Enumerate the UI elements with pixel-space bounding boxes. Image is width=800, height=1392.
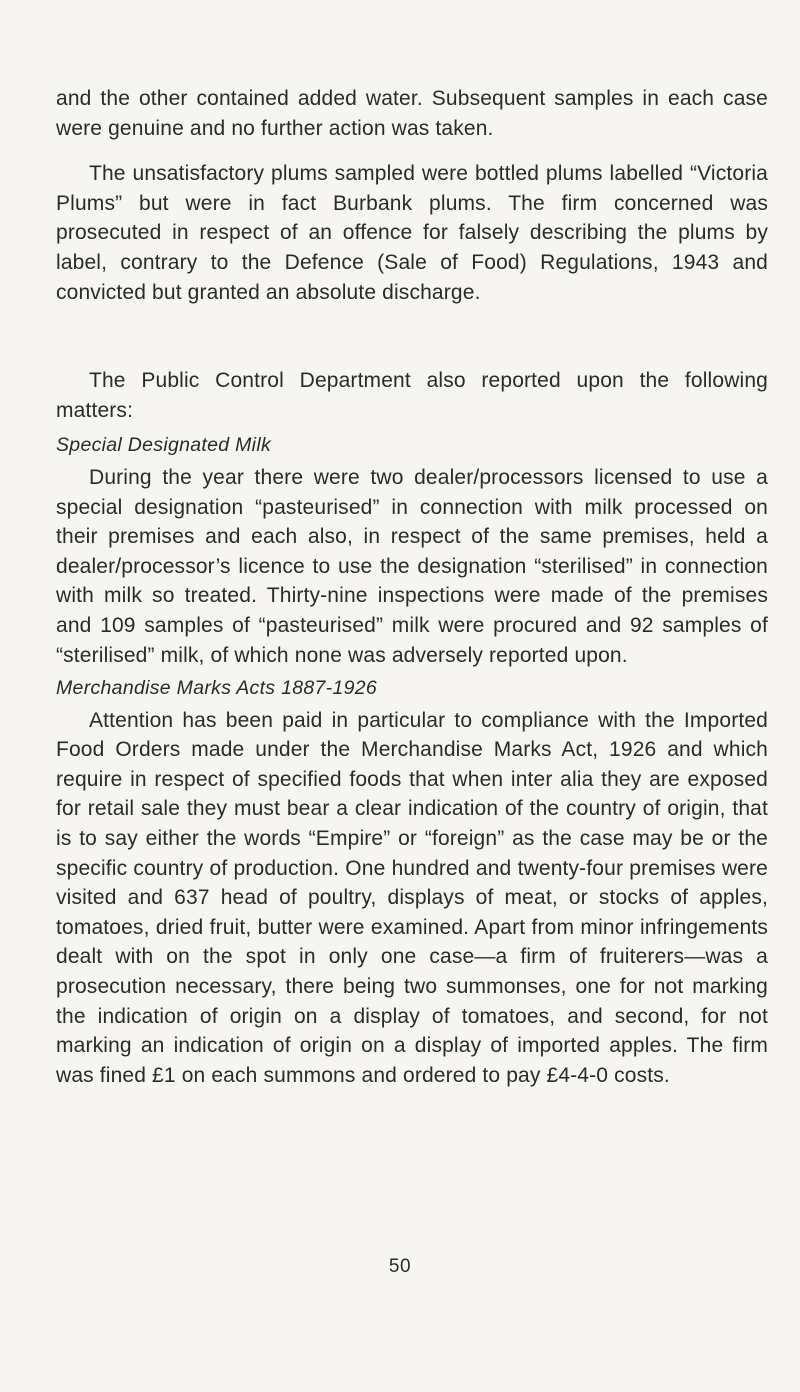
page-number: 50: [388, 1256, 412, 1277]
paragraph-plums: The unsatisfactory plums sampled were bottled plums labelled “Victoria Plums” but were in fact Burbank plums. The firm concerned was prosecuted in respect of an offence for falsely describing the plums by label, contrary to the Defence (Sale of Food) Regulations, 1943 and convicted but granted an absolute discharge.: [56, 162, 768, 304]
paragraph-milk: During the year there were two dealer/processors licensed to use a special designation “pasteurised” in connection with milk processed on their premises and each also, in respect of the same premises, held a dealer/processor’s licence to use the designation “sterilised” in connection with milk so treated. Thirty-nine inspections were made of the premises and 109 samples of “pasteurised” milk were procured and 92 samples of “sterilised” milk, of which none was adversely reported upon.: [56, 465, 768, 667]
paragraph-continuation: and the other contained added water. Subsequent samples in each case were genuine and no further action was taken.: [56, 87, 768, 140]
paragraph-merchandise-marks: Attention has been paid in particular to compliance with the Imported Food Orders made under the Merchandise Marks Act, 1926 and which require in respect of specified foods that when inter alia they are exposed for retail sale they must bear a clear indication of the country of origin, that is to say either the words “Empire” or “foreign” as the case may be or the specific country of production. One hundred and twenty-four premises were visited and 637 head of poultry, displays of meat, or stocks of apples, tomatoes, dried fruit, butter were examined. Apart from minor infringements dealt with on the spot in only one case—a firm of fruiterers—was a prosecution necessary, there being two summonses, one for not marking the indication of origin on a display of tomatoes, and second, for not marking an indication of origin on a display of imported apples. The firm was fined £1 on each summons and ordered to pay £4-4-0 costs.: [56, 708, 768, 1087]
heading-merchandise-marks: Merchandise Marks Acts 1887-1926: [56, 677, 378, 700]
paragraph-public-control: The Public Control Department also reported upon the following matters:: [56, 369, 768, 422]
heading-special-designated-milk: Special Designated Milk: [56, 434, 272, 457]
document-page: [56, 84, 768, 1090]
